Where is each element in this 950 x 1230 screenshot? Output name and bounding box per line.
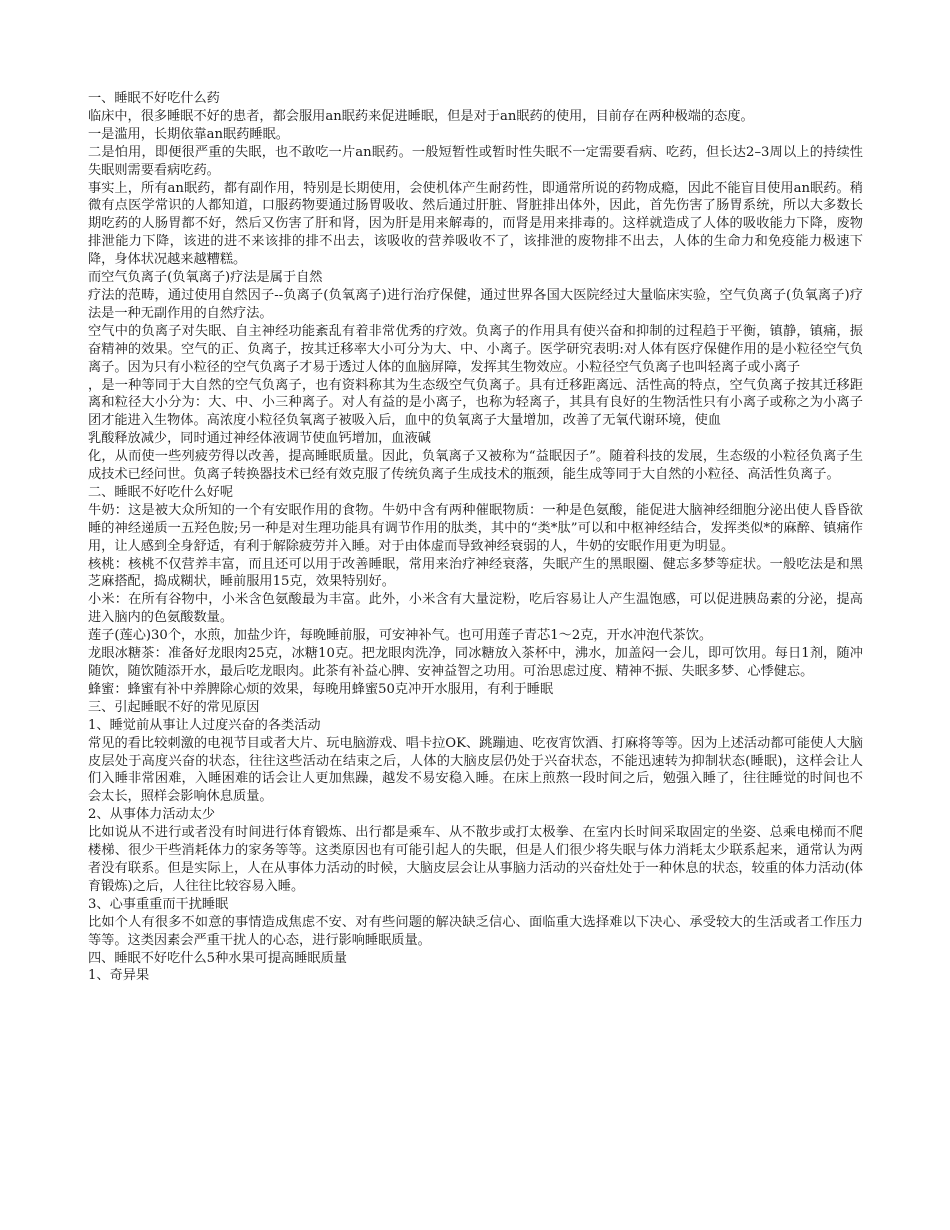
- paragraph: 二是怕用，即便很严重的失眠，也不敢吃一片an眠药。一般短暂性或暂时性失眠不一定需要看病、吃药，但长达2–3周以上的持续性失眠则需要看病吃药。: [88, 144, 863, 178]
- heading-section-2: 二、睡眠不好吃什么好呢: [88, 484, 234, 500]
- subheading: 1、奇异果: [88, 968, 150, 984]
- paragraph: 牛奶：这是被大众所知的一个有安眠作用的食物。牛奶中含有两种催眠物质：一种是色氨酸，能促进大脑神经细胞分泌出使人昏昏欲睡的神经递质一五羟色胺;另一种是对生理功能具有调节作用的肽类，其中的“类*肽”可以和中枢神经结合，发挥类似*的麻醉、镇痛作用，让人感到全身舒适，有利于解除疲劳并入睡。对于由体虚而导致神经衰弱的人，牛奶的安眠作用更为明显。: [88, 502, 863, 554]
- heading-section-4: 四、睡眠不好吃什么5种水果可提高睡眠质量: [88, 950, 347, 966]
- subheading: 1、睡觉前从事让人过度兴奋的各类活动: [88, 717, 321, 733]
- subheading: 3、心事重重而干扰睡眠: [88, 896, 229, 912]
- paragraph: 龙眼冰糖茶：准备好龙眼肉25克，冰糖10克。把龙眼肉洗净，同冰糖放入茶杯中，沸水，加盖闷一会儿，即可饮用。每日1剂，随冲随饮，随饮随添开水，最后吃龙眼肉。此茶有补益心脾、安神益智之功用。可治思虑过度、精神不振、失眠多梦、心悸健忘。: [88, 646, 863, 679]
- paragraph: 临床中，很多睡眠不好的患者，都会服用an眠药来促进睡眠，但是对于an眠药的使用，目前存在两种极端的态度。: [88, 108, 754, 124]
- paragraph: 常见的看比较刺激的电视节目或者大片、玩电脑游戏、唱卡拉OK、跳蹦迪、吃夜宵饮酒、打麻将等等。因为上述活动都可能使人大脑皮层处于高度兴奋的状态，往往这些活动在结束之后，人体的大脑皮层仍处于兴奋状态，不能迅速转为抑制状态(睡眠)，这样会让人们入睡非常困难，入睡困难的话会让人更加焦躁，越发不易安稳入睡。在床上煎熬一段时间之后，勉强入睡了，往往睡觉的时间也不会太长，照样会影响休息质量。: [88, 735, 863, 805]
- paragraph: 空气中的负离子对失眠、自主神经功能紊乱有着非常优秀的疗效。负离子的作用具有使兴奋和抑制的过程趋于平衡，镇静，镇痛，振奋精神的效果。空气的正、负离子，按其迁移率大小可分为大、中、小离子。医学研究表明:对人体有医疗保健作用的是小粒径空气负离子。因为只有小粒径的空气负离子才易于透过人体的血脑屏障，发挥其生物效应。小粒径空气负离子也叫轻离子或小离子: [88, 323, 863, 375]
- heading-section-1: 一、睡眠不好吃什么药: [88, 91, 220, 106]
- paragraph: 化，从而使一些列疲劳得以改善，提高睡眠质量。因此，负氧离子又被称为“益眠因子”。随着科技的发展，生态级的小粒径负离子生成技术已经问世。负离子转换器技术已经有效克服了传统负离子生成技术的瓶颈，能生成等同于大自然的小粒径、高活性负离子。: [88, 449, 863, 483]
- paragraph: 莲子(莲心)30个，水煎，加盐少许，每晚睡前服，可安神补气。也可用莲子青芯1～2克，开水冲泡代茶饮。: [88, 628, 713, 644]
- paragraph: 乳酸释放减少，同时通过神经体液调节使血钙增加，血液碱: [88, 431, 431, 447]
- paragraph: ，是一种等同于大自然的空气负离子，也有资料称其为生态级空气负离子。具有迁移距离远、活性高的特点，空气负离子按其迁移距离和粒径大小分为：大、中、小三种离子。对人有益的是小离子，也称为轻离子，其具有良好的生物活性只有小离子或称之为小离子团才能进入生物体。高浓度小粒径负氧离子被吸入后，血中的负氧离子大量增加，改善了无氧代谢环境，使血: [88, 377, 863, 429]
- document-body: [88, 90, 863, 985]
- paragraph: 疗法的范畴，通过使用自然因子--负离子(负氧离子)进行治疗保健，通过世界各国大医院经过大量临床实验，空气负离子(负氧离子)疗法是一种无副作用的自然疗法。: [88, 287, 863, 321]
- paragraph: 比如说从不进行或者没有时间进行体育锻炼、出行都是乘车、从不散步或打太极拳、在室内长时间采取固定的坐姿、总乘电梯而不爬楼梯、很少干些消耗体力的家务等等。这类原因也有可能引起人的失眠，但是人们很少将失眠与体力消耗太少联系起来，通常认为两者没有联系。但是实际上，人在从事体力活动的时候，大脑皮层会让从事脑力活动的兴奋灶处于一种休息的状态，较重的体力活动(体育锻炼)之后，人往往比较容易入睡。: [88, 825, 863, 894]
- paragraph: 一是滥用，长期依靠an眠药睡眠。: [88, 126, 289, 142]
- paragraph: 蜂蜜：蜂蜜有补中养脾除心烦的效果，每晚用蜂蜜50克冲开水服用，有利于睡眠: [88, 681, 554, 697]
- subheading: 2、从事体力活动太少: [88, 807, 216, 823]
- paragraph: 比如个人有很多不如意的事情造成焦虑不安、对有些问题的解决缺乏信心、面临重大选择难以下决心、承受较大的生活或者工作压力等等。这类因素会严重干扰人的心态，进行影响睡眠质量。: [88, 914, 863, 948]
- heading-section-3: 三、引起睡眠不好的常见原因: [88, 699, 260, 715]
- paragraph: 小米：在所有谷物中，小米含色氨酸最为丰富。此外，小米含有大量淀粉，吃后容易让人产生温饱感，可以促进胰岛素的分泌，提高进入脑内的色氨酸数量。: [88, 592, 863, 626]
- paragraph: 而空气负离子(负氧离子)疗法是属于自然: [88, 270, 323, 286]
- paragraph: 核桃：核桃不仅营养丰富，而且还可以用于改善睡眠，常用来治疗神经衰落，失眠产生的黑眼圈、健忘多梦等症状。一般吃法是和黑芝麻搭配，捣成糊状，睡前服用15克，效果特别好。: [88, 556, 863, 590]
- paragraph: 事实上，所有an眠药，都有副作用，特别是长期使用，会使机体产生耐药性，即通常所说的药物成瘾，因此不能盲目使用an眠药。稍微有点医学常识的人都知道，口服药物要通过肠胃吸收、然后通过肝脏、肾脏排出体外，因此，首先伤害了肠胃系统，所以大多数长期吃药的人肠胃都不好，然后又伤害了肝和肾，因为肝是用来解毒的，而肾是用来排毒的。这样就造成了人体的吸收能力下降，废物排泄能力下降，该进的进不来该排的排不出去，该吸收的营养吸收不了，该排泄的废物排不出去，人体的生命力和免疫能力极速下降，身体状况越来越糟糕。: [88, 180, 863, 268]
